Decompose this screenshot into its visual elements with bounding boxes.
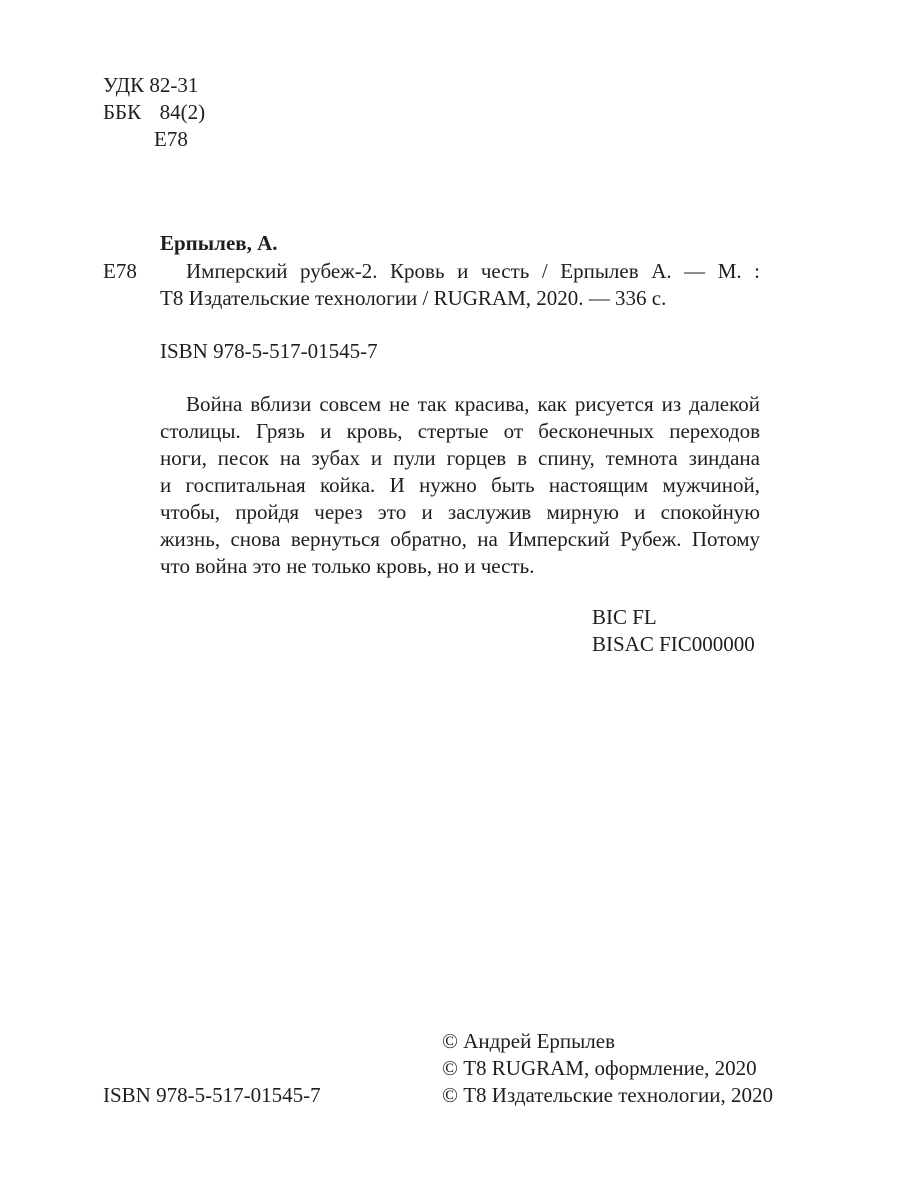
copyright-author: © Андрей Ерпылев [442, 1029, 615, 1053]
copyright-block [442, 1028, 773, 1109]
udk-code: УДК 82-31 [103, 73, 199, 97]
bbk-label: ББК [103, 100, 142, 124]
bic-code: BIC FL [592, 605, 657, 629]
bibliographic-publisher-line: Т8 Издательские технологии / RUGRAM, 2020. — 336 с. [160, 286, 667, 310]
cutter-code-top: Е78 [154, 127, 188, 151]
annotation-line: столицы. Грязь и кровь, стертые от бесконечных переходов [160, 419, 760, 443]
isbn-footer: ISBN 978-5-517-01545-7 [103, 1083, 321, 1107]
author-heading: Ерпылев, А. [160, 231, 278, 255]
bisac-code: BISAC FIC000000 [592, 632, 755, 656]
annotation-paragraph [160, 391, 760, 580]
annotation-line: Война вблизи совсем не так красива, как рисуется из далекой [186, 392, 760, 416]
isbn-record: ISBN 978-5-517-01545-7 [160, 339, 378, 363]
annotation-line: чтобы, пройдя через это и заслужив мирную и спокойную [160, 500, 760, 524]
annotation-line: и госпитальная койка. И нужно быть настоящим мужчиной, [160, 473, 760, 497]
copyright-design: © Т8 RUGRAM, оформление, 2020 [442, 1056, 757, 1080]
cutter-code-record: Е78 [103, 259, 137, 283]
bbk-code [103, 99, 205, 126]
annotation-line: жизнь, снова вернуться обратно, на Имперский Рубеж. Потому [160, 527, 760, 551]
copyright-publisher: © Т8 Издательские технологии, 2020 [442, 1083, 773, 1107]
annotation-line: что война это не только кровь, но и честь. [160, 554, 535, 578]
bbk-value: 84(2) [159, 100, 206, 124]
annotation-line: ноги, песок на зубах и пули горцев в спину, темнота зиндана [160, 446, 760, 470]
bibliographic-title-line: Имперский рубеж-2. Кровь и честь / Ерпылев А. — М. : [186, 259, 760, 283]
